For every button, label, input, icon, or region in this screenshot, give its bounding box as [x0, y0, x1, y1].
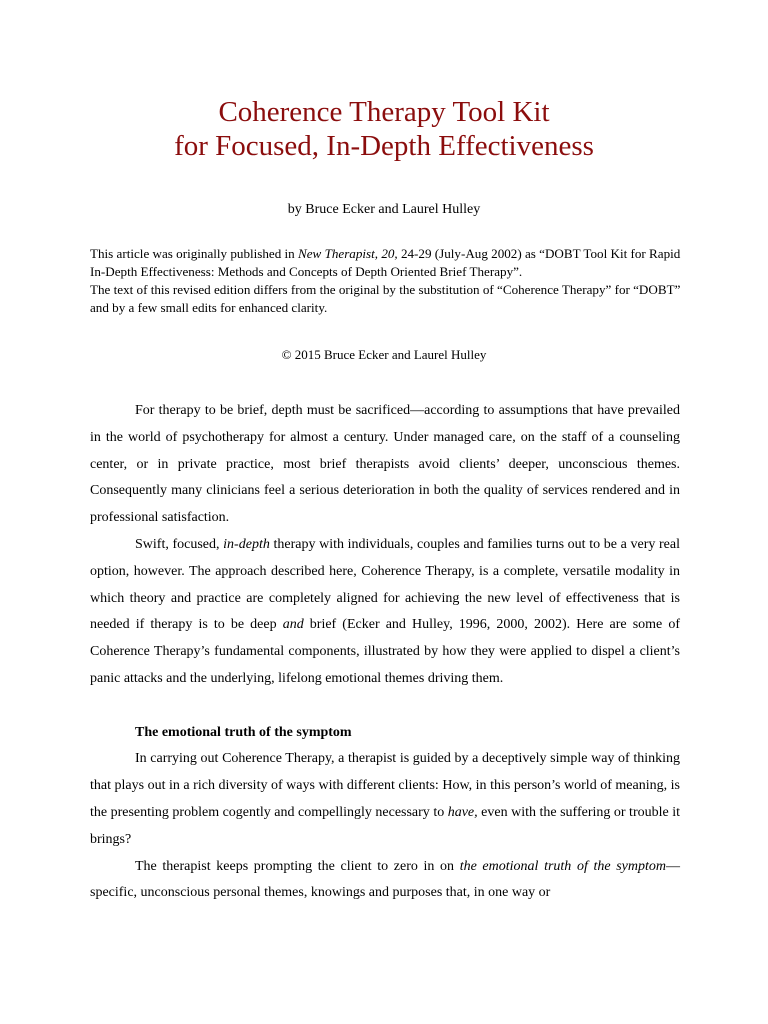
- p2-emphasis-1: in-depth: [223, 536, 270, 552]
- journal-name: New Therapist, 20,: [298, 246, 398, 261]
- paragraph-2: [90, 532, 680, 693]
- paragraph-3: [90, 746, 680, 853]
- publication-suffix: 24-29 (July-Aug 2002) as “DOBT Tool Kit for Rapid In-Depth Effectiveness: Methods and Concepts of Depth Oriented Brief Therapy”.: [90, 246, 681, 279]
- p3-text-a: In carrying out Coherence Therapy, a therapist is guided by a deceptively simple way of thinking that plays out in a rich diversity of ways with different clients: How, in this person’s world of meaning, is the presenting problem cogently and compellingly necessary to: [90, 751, 680, 820]
- p2-emphasis-2: and: [282, 617, 304, 633]
- p4-text-a: The therapist keeps prompting the client to zero in on: [135, 858, 460, 874]
- publication-note-revision: The text of this revised edition differs from the original by the substitution of “Coherence Therapy” for “DOBT” and by a few small edits for enhanced clarity.: [90, 282, 681, 315]
- p2-text-c: brief (Ecker and Hulley, 1996, 2000, 2002). Here are some of Coherence Therapy’s fundamental components, illustrated by how they were applied to dispel a client’s panic attacks and the underlying, lifelong emotional themes driving them.: [90, 617, 680, 686]
- p2-text-a: Swift, focused,: [135, 536, 224, 552]
- p4-text-b: —specific, unconscious personal themes, knowings and purposes that, in one way or: [90, 858, 680, 901]
- copyright-notice: © 2015 Bruce Ecker and Laurel Hulley: [281, 347, 487, 362]
- section-heading: The emotional truth of the symptom: [135, 724, 352, 740]
- p2-text-b: therapy with individuals, couples and families turns out to be a very real option, however. The approach described here, Coherence Therapy, is a complete, versatile modality in which theory and practice are completely aligned for achieving the new level of effectiveness that is needed if therapy is to be deep: [90, 536, 680, 633]
- byline: by Bruce Ecker and Laurel Hulley: [287, 202, 481, 217]
- publication-note: [90, 245, 690, 317]
- article-body: [90, 398, 680, 907]
- paragraph-1: For therapy to be brief, depth must be sacrificed—according to assumptions that have prevailed in the world of psychotherapy for almost a century. Under managed care, on the staff of a counseling center, or in private practice, most brief therapists avoid clients’ deeper, unconscious themes. Consequently many clinicians feel a serious deterioration in both the quality of services rendered and in professional satisfaction.: [90, 403, 680, 526]
- publication-note-original: [90, 245, 690, 281]
- p4-emphasis: the emotional truth of the symptom: [459, 858, 666, 874]
- p3-text-b: even with the suffering or trouble it brings?: [90, 804, 680, 847]
- publication-prefix: This article was originally published in: [90, 246, 299, 261]
- p3-emphasis: have,: [447, 804, 478, 820]
- title-line-2: for Focused, In-Depth Effectiveness: [174, 130, 594, 162]
- title-line-1: Coherence Therapy Tool Kit: [218, 96, 550, 128]
- paragraph-4: [90, 854, 680, 908]
